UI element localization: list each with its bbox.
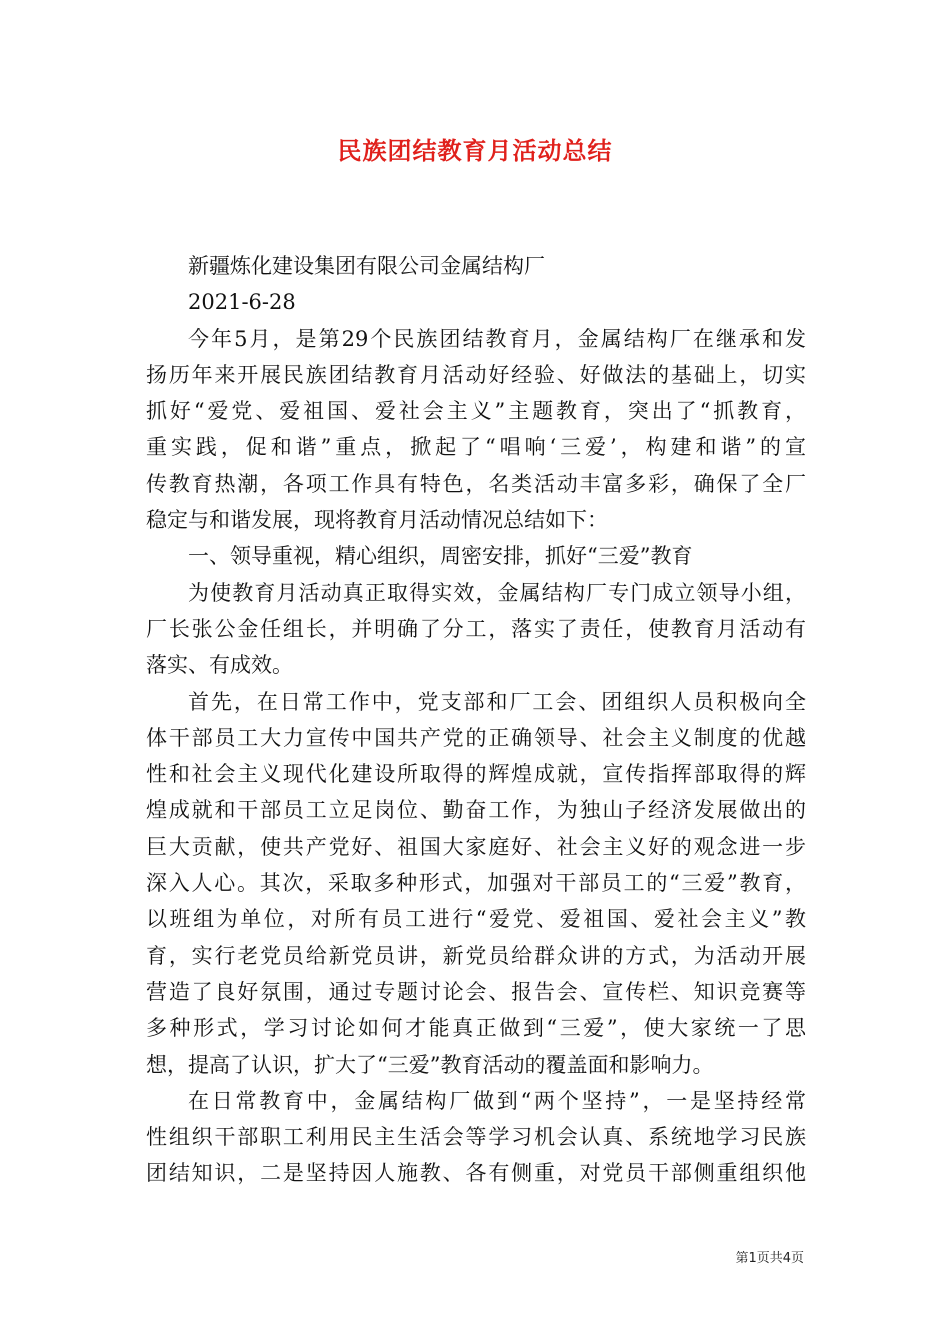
text-line: 新疆炼化建设集团有限公司金属结构厂 [188, 254, 545, 278]
text-line: 重实践，促和谐”重点，掀起了“唱响‘三爱’，构建和谐”的宣 [146, 435, 806, 460]
text-line: 今年5月，是第29个民族团结教育月，金属结构厂在继承和发 [188, 326, 806, 351]
text-line: 体干部员工大力宣传中国共产党的正确领导、社会主义制度的优越 [146, 725, 806, 750]
text-line: 抓好“爱党、爱祖国、爱社会主义”主题教育，突出了“抓教育， [146, 399, 806, 424]
text-line: 多种形式，学习讨论如何才能真正做到“三爱”，使大家统一了思 [146, 1016, 806, 1041]
text-line: 在日常教育中，金属结构厂做到“两个坚持”，一是坚持经常 [188, 1088, 806, 1113]
text-line: 以班组为单位，对所有员工进行“爱党、爱祖国、爱社会主义”教 [146, 907, 806, 932]
text-line: 性和社会主义现代化建设所取得的辉煌成就，宣传指挥部取得的辉 [146, 762, 806, 787]
text-line: 煌成就和干部员工立足岗位、勤奋工作，为独山子经济发展做出的 [146, 798, 806, 823]
text-line: 营造了良好氛围，通过专题讨论会、报告会、宣传栏、知识竞赛等 [146, 979, 806, 1004]
text-line: 性组织干部职工利用民主生活会等学习机会认真、系统地学习民族 [146, 1125, 806, 1150]
document-body [146, 248, 806, 1192]
document-title: 民族团结教育月活动总结 [337, 136, 613, 165]
text-line: 想，提高了认识，扩大了“三爱”教育活动的覆盖面和影响力。 [146, 1052, 714, 1077]
text-line: 育，实行老党员给新党员讲，新党员给群众讲的方式，为活动开展 [146, 943, 806, 968]
text-line: 稳定与和谐发展，现将教育月活动情况总结如下： [146, 508, 608, 533]
text-line: 扬历年来开展民族团结教育月活动好经验、好做法的基础上，切实 [146, 362, 806, 387]
text-line: 为使教育月活动真正取得实效，金属结构厂专门成立领导小组， [188, 580, 806, 605]
text-line: 首先，在日常工作中，党支部和厂工会、团组织人员积极向全 [188, 689, 806, 714]
text-line: 巨大贡献，使共产党好、祖国大家庭好、社会主义好的观念进一步 [146, 834, 806, 859]
page-number: 第1页共4页 [735, 1251, 804, 1266]
text-line: 落实、有成效。 [146, 653, 293, 678]
text-line: 团结知识，二是坚持因人施教、各有侧重，对党员干部侧重组织他 [146, 1161, 806, 1186]
text-line: 厂长张公金任组长，并明确了分工，落实了责任，使教育月活动有 [146, 616, 806, 641]
text-line: 一、领导重视，精心组织，周密安排，抓好“三爱”教育 [188, 544, 693, 569]
text-line: 传教育热潮，各项工作具有特色，名类活动丰富多彩，确保了全厂 [146, 471, 806, 496]
text-line: 深入人心。其次，采取多种形式，加强对干部员工的“三爱”教育， [146, 871, 806, 896]
text-line: 2021-6-28 [188, 290, 296, 315]
